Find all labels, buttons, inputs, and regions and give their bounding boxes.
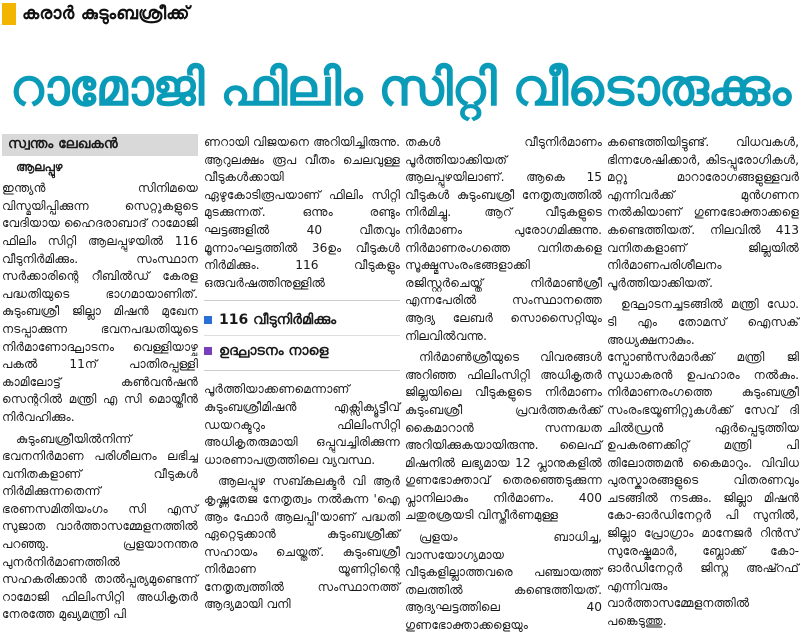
dateline: ആലപ്പുഴ bbox=[16, 159, 63, 174]
article-column-1 bbox=[2, 134, 198, 622]
headline: റാമോജി ഫിലിം സിറ്റി വീടൊരുക്കും bbox=[9, 58, 791, 118]
highlight-item bbox=[204, 307, 400, 333]
paragraph: കുടുംബശ്രീയിൽനിന്ന് ഭവനനിർമാണ പരിശീലനം ലഭിച്ച വനിതകളാണ് വീടുകൾ നിർമിക്കുന്നതെന്ന് ഭരണസമിതിയംഗം സി എസ് സുജാത വാർത്താസമ്മേളനത്തിൽ പറഞ്ഞു. പ്രളയാനന്തര പുനർനിർമാണത്തിൽ സഹകരിക്കാൻ താൽപ്പര്യമുണ്ടെന്ന് റാമോജി ഫിലിംസിറ്റി അധികൃതർ നേരത്തേ മുഖ്യമന്ത്രി പി bbox=[2, 431, 198, 622]
highlights-box bbox=[204, 300, 400, 371]
kicker-text: കരാർ കുടുംബശ്രീക്ക് bbox=[22, 3, 190, 24]
paragraph: കണ്ടെത്തിയിട്ടുണ്ട്. വിധവകൾ, ഭിന്നശേഷിക്കാർ, കിടപ്പുരോഗികൾ, മറ്റു മാറാരോഗങ്ങളുള്ളവർ എന്നിവർക്ക് മുൻഗണന നൽകിയാണ് ഗുണഭോക്താക്കളെ കണ്ടെത്തിയത്. നിലവിൽ 413 വനിതകളാണ് ജില്ലയിൽ നിർമാണപരിശീലനം പൂർത്തിയാക്കിയത്. bbox=[607, 135, 799, 290]
paragraph: പൂർത്തിയാക്കണമെന്നാണ് കുടുംബശ്രീമിഷൻ എക്സിക്യൂട്ടീവ് ഡയറക്ടറും ഫിലിംസിറ്റി അധികൃതരുമായി ഒപ്പുവച്ചിരിക്കുന്ന ധാരണാപത്രത്തിലെ വ്യവസ്ഥ. bbox=[204, 382, 400, 467]
article-column-3 bbox=[405, 134, 602, 633]
paragraph: ഉദ്ഘാടനച്ചടങ്ങിൽ മന്ത്രി ഡോ. ടി എം തോമസ് ഐസക് അധ്യക്ഷനാകും. സ്പോൺസർമാർക്ക് മന്ത്രി ജി സുധാകരൻ ഉപഹാരം നൽകും. നിർമാണരംഗത്തെ കുടുംബശ്രീ സംരംഭയൂണിറ്റുകൾക്ക് സേവ് ദി ചിൽഡ്രൻ ഏർപ്പെടുത്തിയ ഉപകരണക്കിറ്റ് മന്ത്രി പി തിലോത്തമൻ കൈമാറും. വിവിധ പുരസ്കാരങ്ങളുടെ വിതരണവും ചടങ്ങിൽ നടക്കും. ജില്ലാ മിഷൻ കോ-ഓർഡിനേറ്റർ പി സുനിൽ, ജില്ലാ പ്രോഗ്രാം മാനേജർ റിൻസ് സുരേഷ്കുമാർ, ബ്ലോക്ക് കോ-ഓർഡിനേറ്റർ ജിസ്ന അഷ്റഫ് എന്നിവരും വാർത്താസമ്മേളനത്തിൽ പങ്കെടുത്തു. bbox=[607, 297, 799, 629]
byline: സ്വന്തം ലേഖകൻ bbox=[2, 134, 198, 156]
highlight-text: ഉദ്ഘാടനം നാളെ bbox=[219, 342, 329, 359]
purple-square-icon bbox=[204, 347, 212, 355]
paragraph: ഇന്ത്യൻ സിനിമയെ വിസ്മയിപ്പിക്കുന്ന സെറ്റുകളുടെ വേദിയായ ഹൈദരാബാദ് റാമോജി ഫിലിം സിറ്റി ആലപ്പുഴയിൽ 116 വീടുനിർമിക്കും. സംസ്ഥാന സർക്കാരിന്റെ റീബിൽഡ് കേരള പദ്ധതിയുടെ ഭാഗമായാണിത്. കുടുംബശ്രീ ജില്ലാ മിഷൻ മുഖേന നടപ്പാക്കുന്ന ഭവനപദ്ധതിയുടെ നിർമാണോദ്ഘാടനം വെള്ളിയാഴ്ച പകൽ 11ന് പാതിരപ്പള്ളി കാമിലോട്ട് കൺവൻഷൻ സെന്ററിൽ മന്ത്രി എ സി മൊയ്തീൻ നിർവഹിക്കും. bbox=[2, 181, 198, 424]
divider bbox=[204, 335, 400, 336]
paragraph: ണറായി വിജയനെ അറിയിച്ചിരുന്നു. ആറുലക്ഷം രൂപ വീതം ചെലവുള്ള വീടുകൾക്കായി ഏഴുകോടിരൂപയാണ് ഫിലിം സിറ്റി മുടക്കുന്നത്. ഒന്നും രണ്ടും ഘട്ടങ്ങളിൽ 40 വീതവും മൂന്നാംഘട്ടത്തിൽ 36ഉം വീടുകൾ നിർമിക്കും. 116 വീടുകളും ഒരുവർഷത്തിനുള്ളിൽ bbox=[204, 135, 400, 290]
paragraph: പ്രളയം ബാധിച്ച, വാസയോഗ്യമായ വീടുകളില്ലാത്തവരെ പഞ്ചായത്ത് തലത്തിൽ കണ്ടെത്തിയത്. ആദ്യഘട്ടത്തിലെ 40 ഗുണഭോക്താക്കളെയും bbox=[405, 530, 602, 633]
paragraph: നിർമാൺശ്രീയുടെ വിവരങ്ങൾ അറിഞ്ഞ ഫിലിംസിറ്റി അധികൃതർ ജില്ലയിലെ വീടുകളുടെ നിർമാണം കുടുംബശ്രീ പ്രവർത്തകർക്ക് കൈമാറാൻ സന്നദ്ധത അറിയിക്കുകയായിരുന്നു. ലൈഫ് മിഷനിൽ ലഭ്യമായ 12 പ്ലാനുകളിൽ ഗുണഭോക്താവ് തെരഞ്ഞെടുക്കുന്ന പ്ലാനിലാകും നിർമാണം. 400 ചതുരശ്രയടി വിസ്തീർണമുള്ള bbox=[405, 350, 602, 523]
kicker bbox=[0, 0, 260, 27]
article-column-4 bbox=[607, 134, 799, 629]
highlight-text: 116 വീടുനിർമിക്കും bbox=[219, 311, 337, 328]
highlight-item bbox=[204, 338, 400, 364]
kicker-accent-bar bbox=[2, 3, 16, 25]
article-column-2 bbox=[204, 134, 400, 612]
blue-square-icon bbox=[204, 316, 212, 324]
paragraph: ആലപ്പുഴ സബ്കലക്ടർ വി ആർ കൃഷ്ണതേജ നേതൃത്വം നൽകുന്ന 'ഐ ആം ഫോർ ആലപ്പി'യാണ് പദ്ധതി ഏറ്റെടുക്കാൻ കുടുംബശ്രീക്ക് സഹായം ചെയ്തത്. കുടുംബശ്രീ നിർമാണ യൂണിറ്റിന്റെ നേതൃത്വത്തിൽ സംസ്ഥാനത്ത് ആദ്യമായി വനി bbox=[204, 474, 400, 612]
paragraph: തകൾ വീടുനിർമാണം പൂർത്തിയാക്കിയത് ആലപ്പുഴയിലാണ്. ആകെ 15 വീടുകൾ കുടുംബശ്രീ നേതൃത്വത്തിൽ നിർമിച്ചു. ആറ് വീടുകളുടെ നിർമാണം പുരോഗമിക്കുന്നു. നിർമാണരംഗത്തെ വനിതകളെ സൂക്ഷ്മസംരംഭങ്ങളാക്കി രജിസ്റ്റർചെയ്ത് നിർമാൺശ്രീ എന്നപേരിൽ സംസ്ഥാനത്തെ ആദ്യ ലേബർ സൊസൈറ്റിയും നിലവിൽവന്നു. bbox=[405, 135, 602, 343]
